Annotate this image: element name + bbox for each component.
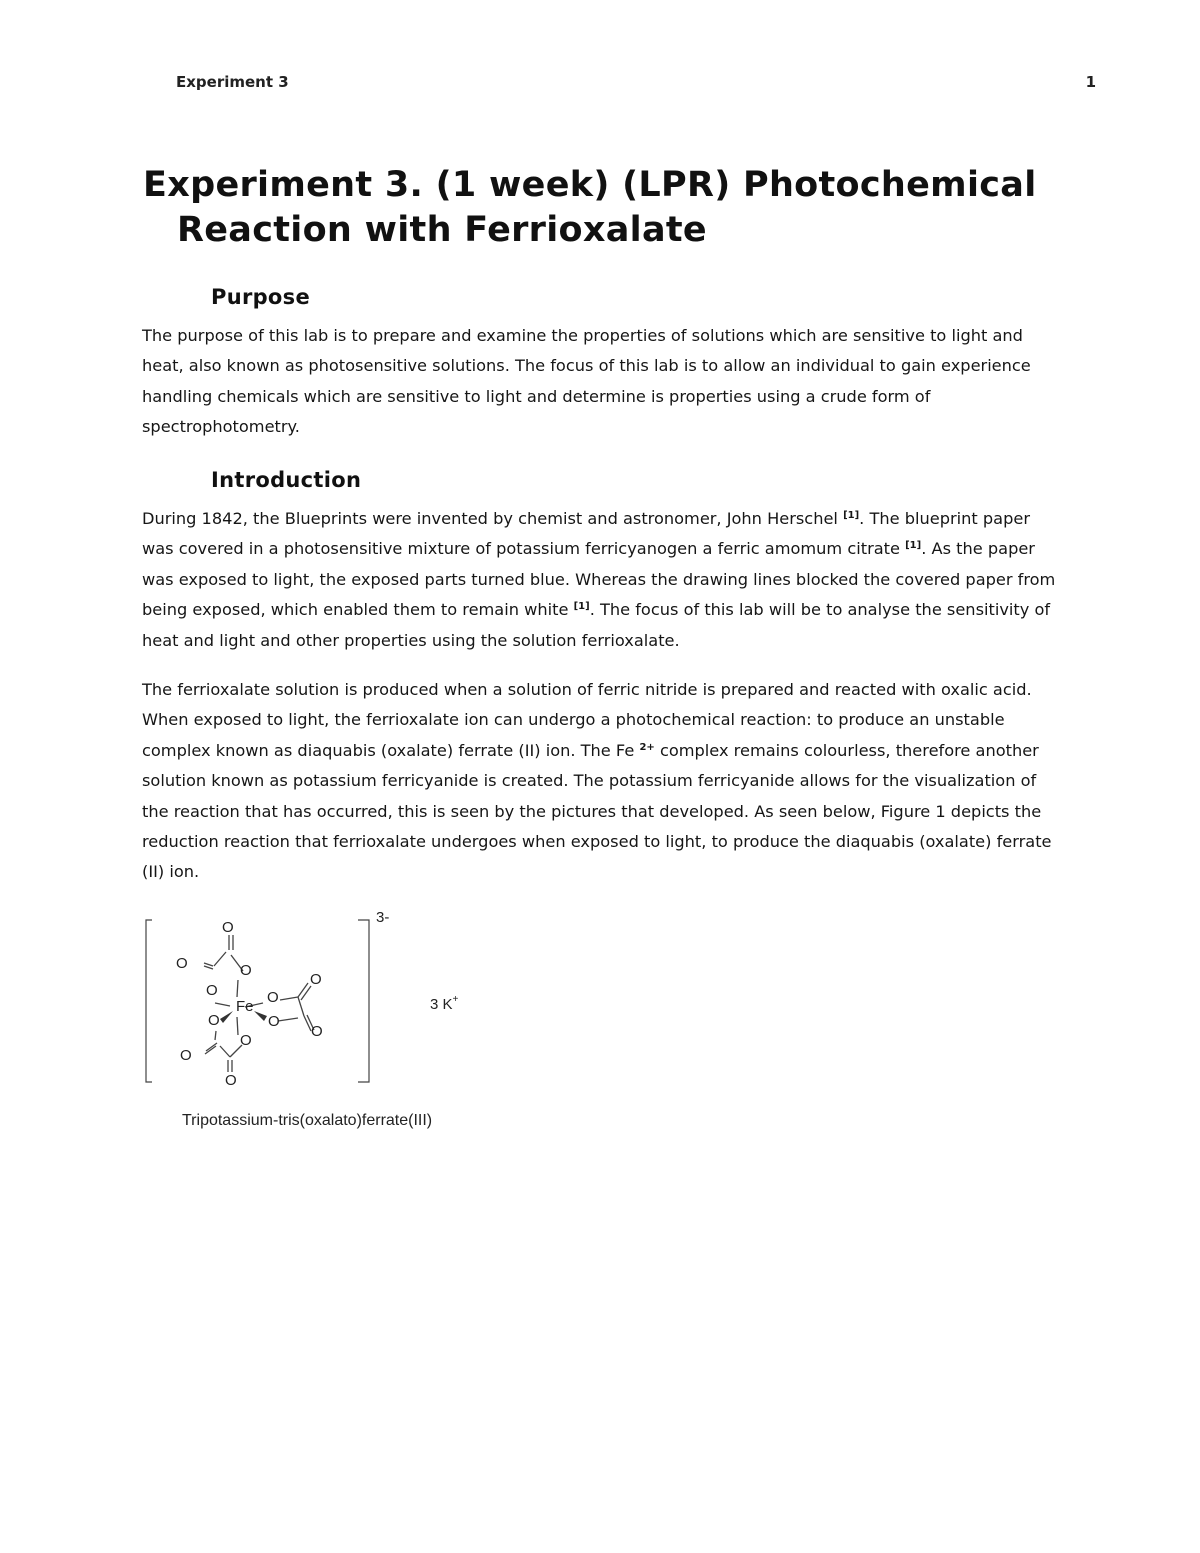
atom-label: O <box>176 955 188 972</box>
intro-p2-text-1: The ferrioxalate solution is produced when a solution of ferric nitride is prepared and reacted with oxalic acid. When exposed to light, the ferrioxalate ion can undergo a photochemical reaction: to produce an unstable complex known as diaquabis (oxalate) ferrate (II) ion. The Fe <box>142 680 1032 760</box>
intro-p1-text-4: . The focus of this lab will be to analyse the sensitivity of heat and light and other properties using the solution ferrioxalate. <box>142 600 1051 650</box>
atom-label: O <box>206 982 218 999</box>
purpose-heading: Purpose <box>211 285 310 309</box>
counter-ion <box>430 994 459 1013</box>
counter-ion-label: 3 K <box>430 996 453 1013</box>
running-title: Experiment 3 <box>176 73 289 91</box>
complex-charge: 3- <box>376 909 390 926</box>
title-line-2: Reaction with Ferrioxalate <box>177 210 707 250</box>
atom-label: O <box>225 1072 237 1085</box>
ferrioxalate-structure-figure <box>140 905 480 1085</box>
iron-charge: 2+ <box>639 741 655 753</box>
atom-label: O <box>208 1012 220 1029</box>
atom-label: O <box>240 962 252 979</box>
intro-p2-text-2: complex remains colourless, therefore another solution known as potassium ferricyanide is created. The potassium ferricyanide allows for the visualization of the reaction that has occurred, this is seen by the pictures that developed. As seen below, Figure 1 depicts the reduction reaction that ferrioxalate undergoes when exposed to light, to produce the diaquabis (oxalate) ferrate (II) ion. <box>142 740 1052 882</box>
citation-ref[interactable]: [1] <box>843 510 860 521</box>
atom-label: Fe <box>236 998 254 1015</box>
intro-p1-text-2: . The blueprint paper was covered in a photosensitive mixture of potassium ferricyanogen a ferric amomum citrate <box>142 509 1030 559</box>
introduction-paragraph-1 <box>142 504 1062 656</box>
bond-lines <box>204 935 314 1072</box>
atom-label: O <box>222 919 234 936</box>
atom-label: O <box>267 989 279 1006</box>
title-line-1: Experiment 3. (1 week) (LPR) Photochemical <box>143 165 1037 205</box>
atom-label: O <box>310 971 322 988</box>
atom-labels <box>176 909 459 1085</box>
figure-caption: Tripotassium-tris(oxalato)ferrate(III) <box>182 1112 433 1129</box>
citation-ref[interactable]: [1] <box>573 601 590 613</box>
page-number: 1 <box>1085 73 1096 91</box>
running-header <box>176 73 1096 91</box>
atom-label: O <box>268 1013 280 1030</box>
introduction-paragraph-2 <box>142 675 1062 888</box>
purpose-paragraph: The purpose of this lab is to prepare and examine the properties of solutions which are sensitive to light and heat, also known as photosensitive solutions. The focus of this lab is to allow an individual to gain experience handling chemicals which are sensitive to light and determine is properties using a crude form of spectrophotometry. <box>142 326 1031 437</box>
atom-label: O <box>180 1047 192 1064</box>
introduction-heading: Introduction <box>211 468 362 492</box>
intro-p1-text-1: During 1842, the Blueprints were invented by chemist and astronomer, John Herschel <box>142 509 844 528</box>
document-title <box>143 163 1083 253</box>
atom-label: O <box>240 1032 252 1049</box>
citation-ref[interactable]: [1] <box>905 540 922 552</box>
counter-ion-charge: + <box>452 994 459 1005</box>
atom-label: O <box>311 1023 323 1040</box>
intro-p1-text-3: . As the paper was exposed to light, the exposed parts turned blue. Whereas the drawing lines blocked the covered paper from being exposed, which enabled them to remain white <box>142 539 1056 620</box>
